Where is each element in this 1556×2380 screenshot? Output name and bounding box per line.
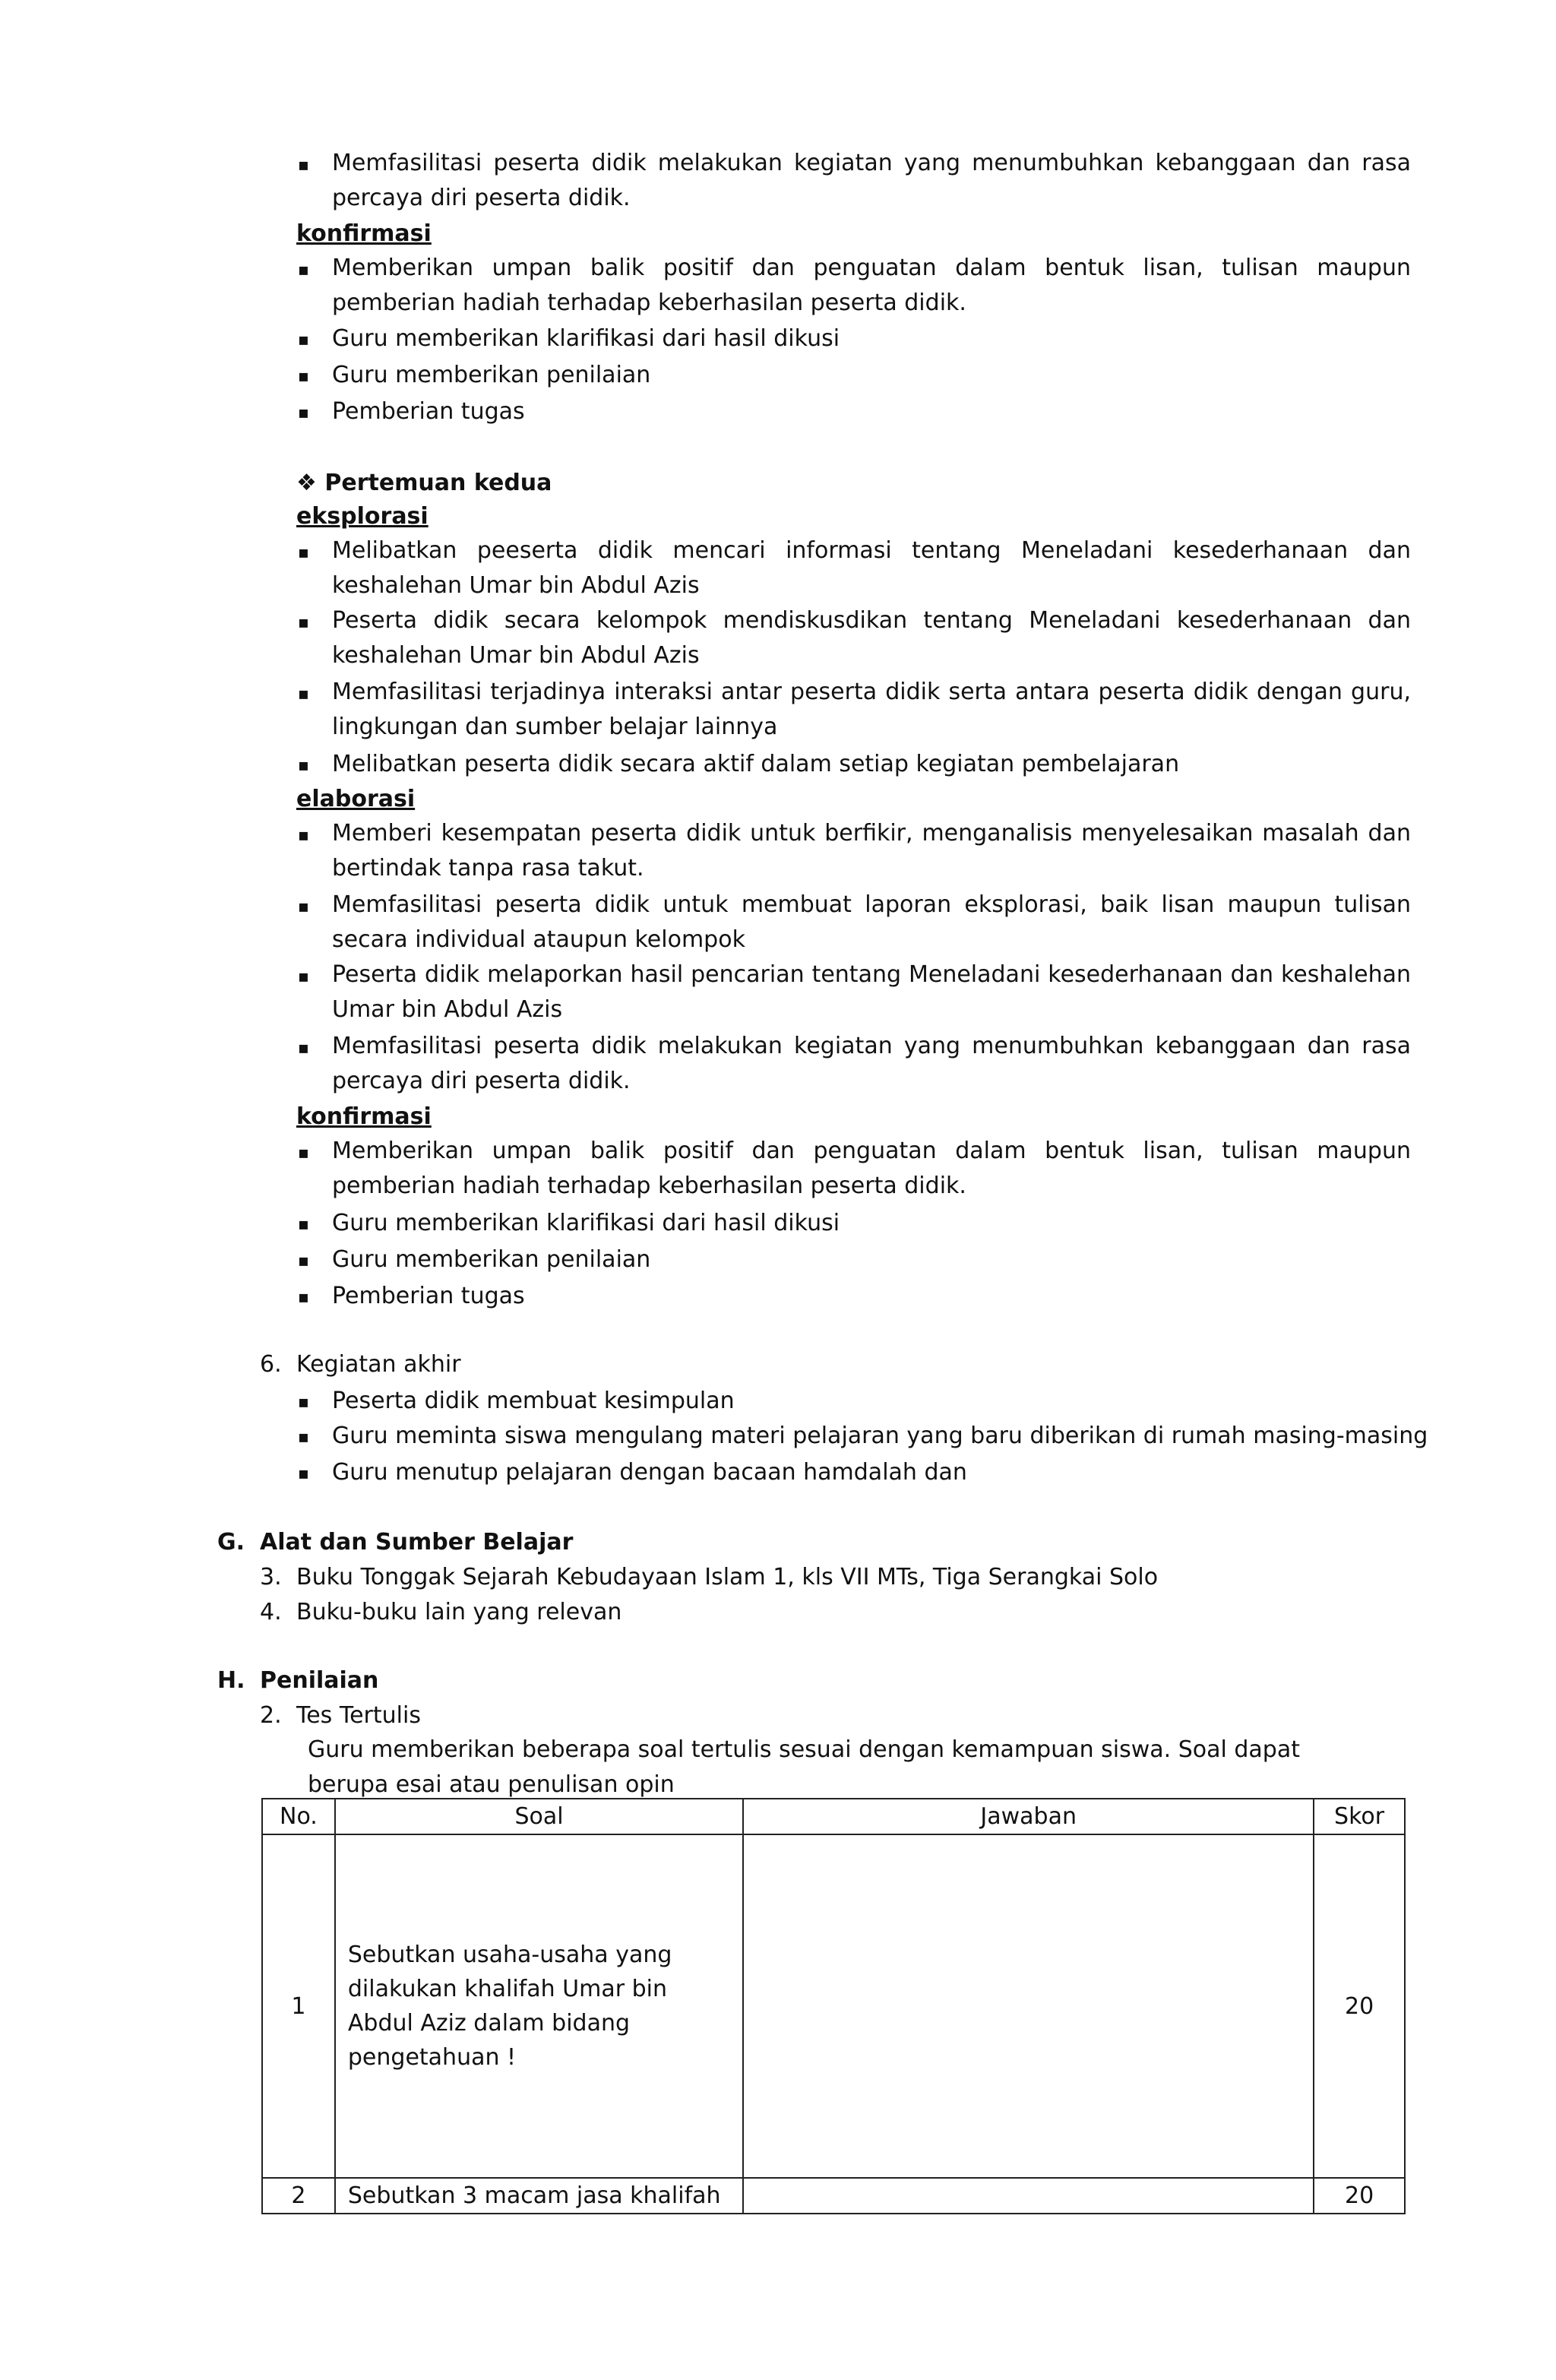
cell-jawaban — [743, 2178, 1314, 2214]
cell-soal: Sebutkan 3 macam jasa khalifah — [335, 2178, 743, 2214]
bullet-marker: ▪ — [298, 897, 309, 916]
bullet-marker: ▪ — [298, 826, 309, 845]
list-item: Guru memberikan klarifikasi dari hasil dikusi — [332, 1210, 840, 1236]
section-label-elaborasi: elaborasi — [296, 786, 416, 812]
list-item: Memfasilitasi peserta didik melakukan kegiatan yang menumbuhkan kebanggaan dan rasa percaya diri peserta didik. — [332, 1033, 1411, 1094]
cell-no: 2 — [262, 2178, 335, 2214]
bullet-marker: ▪ — [298, 1215, 309, 1234]
list-item: Memfasilitasi peserta didik untuk membuat laporan eksplorasi, baik lisan maupun tulisan secara individual ataupun kelompok — [332, 891, 1411, 953]
list-item: Guru memberikan penilaian — [332, 1246, 651, 1273]
section-label-eksplorasi: eksplorasi — [296, 503, 429, 530]
list-item: Peserta didik secara kelompok mendiskusdikan tentang Meneladani kesederhanaan dan keshalehan Umar bin Abdul Azis — [332, 607, 1411, 669]
bullet-marker: ▪ — [298, 261, 309, 280]
list-item: Peserta didik membuat kesimpulan — [332, 1388, 735, 1414]
cell-skor: 20 — [1314, 2178, 1405, 2214]
header-no: No. — [262, 1799, 335, 1834]
cell-jawaban — [743, 1834, 1314, 2178]
list-item: Guru meminta siswa mengulang materi pelajaran yang baru diberikan di rumah masing-masing — [332, 1423, 1428, 1449]
bullet-marker: ▪ — [298, 1393, 309, 1412]
bullet-marker: ▪ — [298, 1252, 309, 1271]
list-item: Memfasilitasi peserta didik melakukan kegiatan yang menumbuhkan kebanggaan dan rasa percaya diri peserta didik. — [332, 150, 1411, 211]
bullet-marker: ▪ — [298, 1428, 309, 1447]
assessment-table — [261, 1798, 1406, 2214]
list-item: Guru memberikan penilaian — [332, 362, 651, 388]
list-number: 6. — [260, 1351, 282, 1378]
bullet-marker: ▪ — [298, 543, 309, 562]
header-skor: Skor — [1314, 1799, 1405, 1834]
diamond-bullet-icon: ❖ — [296, 470, 317, 496]
bullet-marker: ▪ — [298, 1464, 309, 1483]
table-header-row — [262, 1799, 1405, 1834]
cell-soal: Sebutkan usaha-usaha yang dilakukan khalifah Umar bin Abdul Aziz dalam bidang pengetahuan ! — [335, 1834, 743, 2178]
list-item: Buku Tonggak Sejarah Kebudayaan Islam 1, kls VII MTs, Tiga Serangkai Solo — [296, 1564, 1159, 1590]
paragraph: Guru memberikan beberapa soal tertulis sesuai dengan kemampuan siswa. Soal dapat berupa esai atau penulisan opin — [308, 1736, 1300, 1798]
table-row — [262, 1834, 1405, 2178]
bullet-marker: ▪ — [298, 967, 309, 986]
list-item: Buku-buku lain yang relevan — [296, 1599, 622, 1625]
bullet-marker: ▪ — [298, 367, 309, 386]
list-number: 4. — [260, 1599, 282, 1625]
list-item: Guru memberikan klarifikasi dari hasil dikusi — [332, 325, 840, 352]
bullet-marker: ▪ — [298, 1039, 309, 1058]
cell-no: 1 — [262, 1834, 335, 2178]
list-number: 3. — [260, 1564, 282, 1590]
list-item: Melibatkan peeserta didik mencari informasi tentang Meneladani kesederhanaan dan keshalehan Umar bin Abdul Azis — [332, 537, 1411, 599]
bullet-marker: ▪ — [298, 331, 309, 350]
meeting-title: Pertemuan kedua — [324, 470, 552, 496]
table-row — [262, 2178, 1405, 2214]
list-item: Pemberian tugas — [332, 1283, 525, 1309]
list-item: Memberikan umpan balik positif dan penguatan dalam bentuk lisan, tulisan maupun pemberian hadiah terhadap keberhasilan peserta didik. — [332, 255, 1411, 316]
cell-skor: 20 — [1314, 1834, 1405, 2178]
list-item: Melibatkan peserta didik secara aktif dalam setiap kegiatan pembelajaran — [332, 751, 1180, 777]
subsection-title: Tes Tertulis — [296, 1702, 421, 1729]
section-label-konfirmasi: konfirmasi — [296, 220, 432, 247]
meeting-heading — [296, 467, 552, 500]
bullet-marker: ▪ — [298, 156, 309, 175]
list-item: Guru menutup pelajaran dengan bacaan hamdalah dan — [332, 1459, 967, 1486]
list-item: Memfasilitasi terjadinya interaksi antar peserta didik serta antara peserta didik dengan guru, lingkungan dan sumber belajar lainnya — [332, 679, 1411, 740]
list-number: 2. — [260, 1702, 282, 1729]
section-label-konfirmasi: konfirmasi — [296, 1103, 432, 1130]
list-item: Memberi kesempatan peserta didik untuk berfikir, menganalisis menyelesaikan masalah dan bertindak tanpa rasa takut. — [332, 820, 1411, 881]
list-item: Memberikan umpan balik positif dan penguatan dalam bentuk lisan, tulisan maupun pemberian hadiah terhadap keberhasilan peserta didik. — [332, 1138, 1411, 1199]
bullet-marker: ▪ — [298, 613, 309, 632]
bullet-marker: ▪ — [298, 1144, 309, 1163]
bullet-marker: ▪ — [298, 756, 309, 775]
section-title: Penilaian — [260, 1667, 379, 1694]
bullet-marker: ▪ — [298, 1288, 309, 1307]
header-soal: Soal — [335, 1799, 743, 1834]
list-item: Peserta didik melaporkan hasil pencarian tentang Meneladani kesederhanaan dan keshalehan Umar bin Abdul Azis — [332, 961, 1411, 1023]
list-item: Pemberian tugas — [332, 398, 525, 425]
section-title: Alat dan Sumber Belajar — [260, 1529, 574, 1556]
section-letter: H. — [217, 1667, 245, 1694]
bullet-marker: ▪ — [298, 404, 309, 423]
bullet-marker: ▪ — [298, 685, 309, 704]
subsection-title: Kegiatan akhir — [296, 1351, 461, 1378]
header-jawaban: Jawaban — [743, 1799, 1314, 1834]
section-letter: G. — [217, 1529, 245, 1556]
